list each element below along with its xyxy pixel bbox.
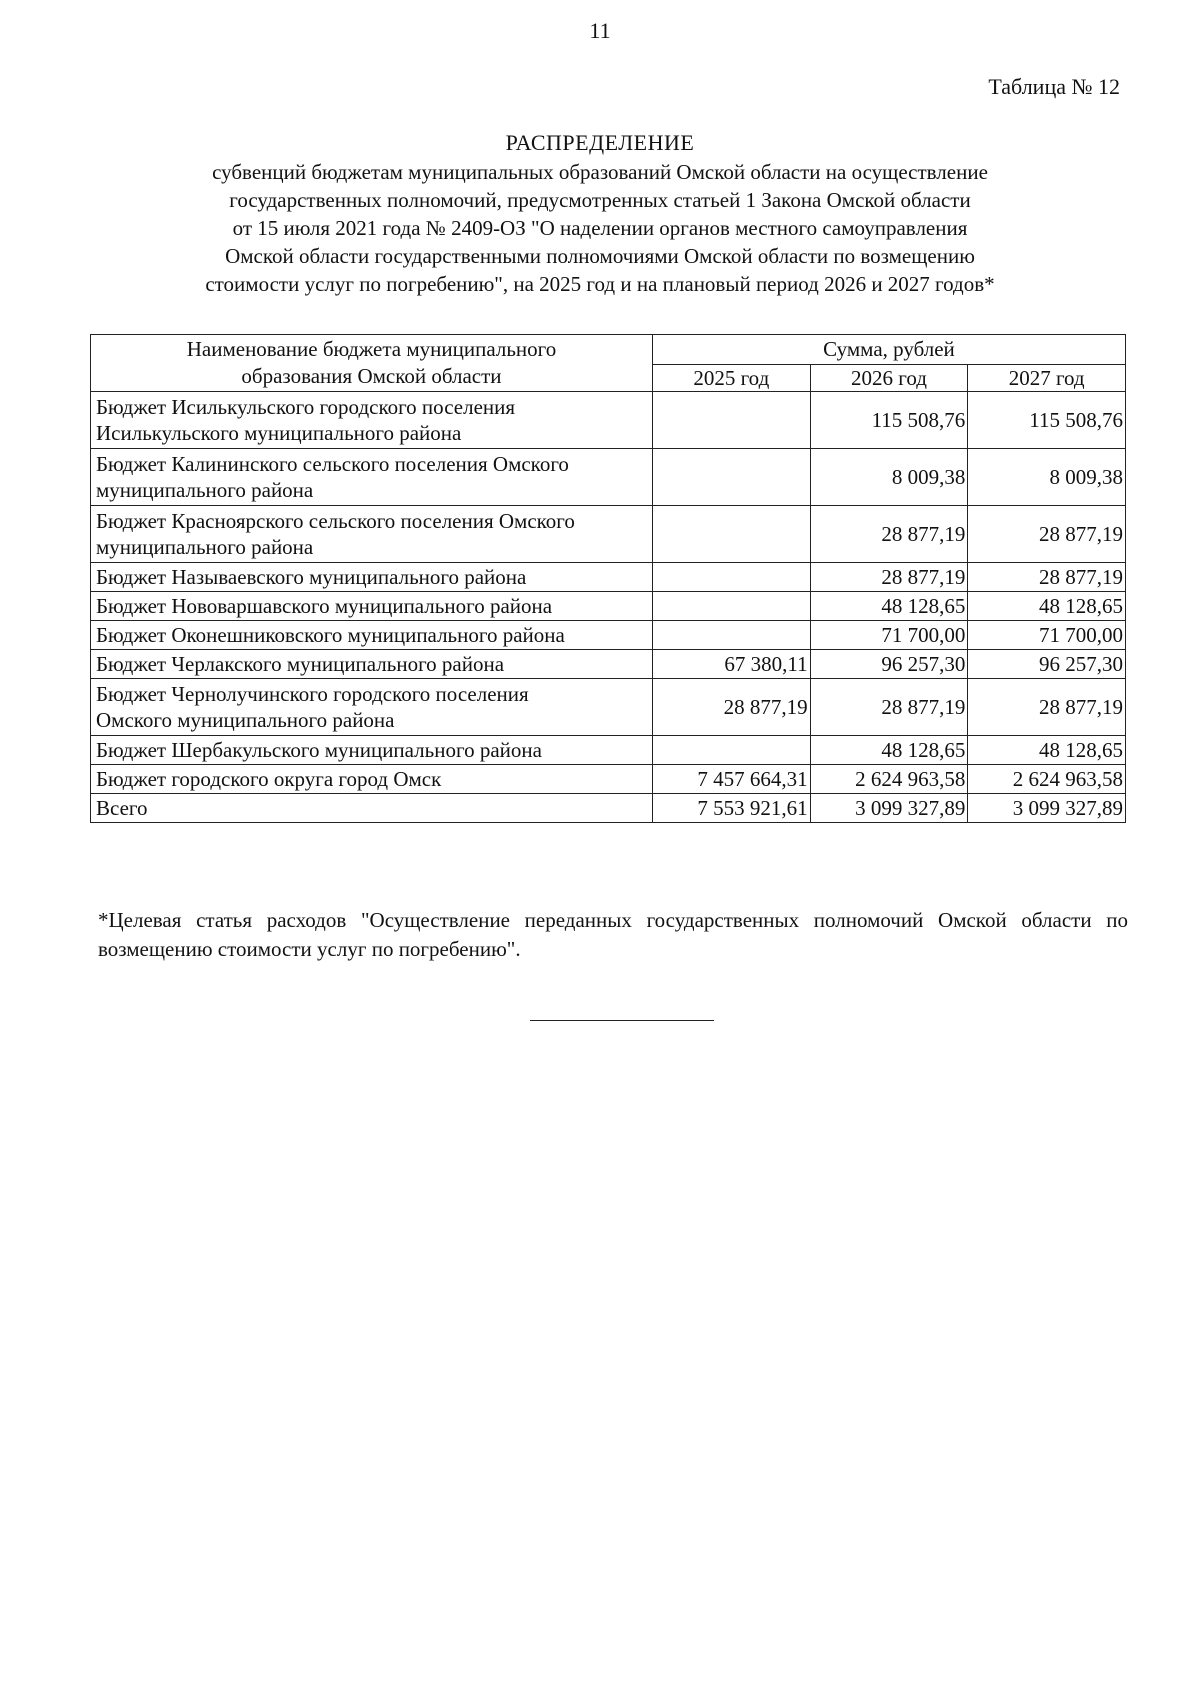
amount-cell-2026: 48 128,65	[810, 592, 968, 621]
budget-name-line: Бюджет Исилькульского городского поселения	[96, 395, 516, 419]
table-row	[91, 679, 1126, 736]
table-row	[91, 506, 1126, 563]
amount-cell-2027: 28 877,19	[968, 679, 1126, 736]
table-row	[91, 563, 1126, 592]
amount-cell-2025	[652, 392, 810, 449]
amount-cell-2026: 71 700,00	[810, 621, 968, 650]
amount-cell-2027: 2 624 963,58	[968, 765, 1126, 794]
subtitle-line: государственных полномочий, предусмотренных статьей 1 Закона Омской области	[229, 188, 971, 212]
amount-cell-2026: 8 009,38	[810, 449, 968, 506]
page-number: 11	[589, 18, 611, 43]
amount-cell-2027: 48 128,65	[968, 736, 1126, 765]
budget-name-cell	[91, 736, 653, 765]
document-heading	[0, 128, 1200, 298]
amount-cell-2025: 7 457 664,31	[652, 765, 810, 794]
amount-cell-2025: 7 553 921,61	[652, 794, 810, 823]
column-header-year-2025: 2025 год	[652, 364, 810, 391]
budget-name-line: Всего	[96, 796, 148, 820]
budget-name-line: Бюджет Красноярского сельского поселения Омского	[96, 509, 575, 533]
column-header-name-line: Наименование бюджета муниципального	[186, 337, 557, 361]
budget-name-line: Бюджет Шербакульского муниципального района	[96, 738, 542, 762]
amount-cell-2027: 8 009,38	[968, 449, 1126, 506]
table-row	[91, 736, 1126, 765]
budget-name-line: Исилькульского муниципального района	[96, 421, 462, 445]
amount-cell-2025	[652, 736, 810, 765]
column-header-name	[91, 335, 653, 392]
amount-cell-2026: 28 877,19	[810, 563, 968, 592]
budget-name-cell	[91, 765, 653, 794]
amount-cell-2027: 48 128,65	[968, 592, 1126, 621]
amount-cell-2025: 67 380,11	[652, 650, 810, 679]
subtitle-line: субвенций бюджетам муниципальных образований Омской области на осуществление	[212, 160, 988, 184]
end-divider	[530, 1020, 714, 1021]
amount-cell-2026: 3 099 327,89	[810, 794, 968, 823]
budget-name-cell	[91, 506, 653, 563]
budget-name-line: Бюджет Черлакского муниципального района	[96, 652, 505, 676]
budget-name-line: Бюджет Калининского сельского поселения Омского	[96, 452, 569, 476]
budget-table	[90, 334, 1126, 823]
table-label: Таблица № 12	[988, 74, 1120, 99]
budget-name-cell	[91, 392, 653, 449]
column-header-year-2026: 2026 год	[810, 364, 968, 391]
amount-cell-2026: 28 877,19	[810, 506, 968, 563]
amount-cell-2027: 28 877,19	[968, 563, 1126, 592]
amount-cell-2026: 48 128,65	[810, 736, 968, 765]
column-header-name-line: образования Омской области	[241, 364, 502, 388]
table-row	[91, 621, 1126, 650]
document-title: РАСПРЕДЕЛЕНИЕ	[505, 130, 695, 155]
table-row-total	[91, 794, 1126, 823]
budget-name-line: муниципального района	[96, 478, 314, 502]
budget-name-line: Омского муниципального района	[96, 708, 395, 732]
subtitle-line: стоимости услуг по погребению", на 2025 год и на плановый период 2026 и 2027 годов*	[205, 272, 995, 296]
budget-name-line: Бюджет городского округа город Омск	[96, 767, 442, 791]
amount-cell-2027: 71 700,00	[968, 621, 1126, 650]
amount-cell-2025: 28 877,19	[652, 679, 810, 736]
column-header-year-2027: 2027 год	[968, 364, 1126, 391]
amount-cell-2025	[652, 449, 810, 506]
amount-cell-2026: 28 877,19	[810, 679, 968, 736]
amount-cell-2025	[652, 563, 810, 592]
table-row	[91, 650, 1126, 679]
budget-name-line: Бюджет Называевского муниципального района	[96, 565, 527, 589]
table-row	[91, 449, 1126, 506]
amount-cell-2025	[652, 592, 810, 621]
amount-cell-2026: 2 624 963,58	[810, 765, 968, 794]
table-row	[91, 392, 1126, 449]
budget-name-cell	[91, 679, 653, 736]
budget-name-cell	[91, 563, 653, 592]
amount-cell-2027: 3 099 327,89	[968, 794, 1126, 823]
budget-name-cell	[91, 794, 653, 823]
subtitle-line: от 15 июля 2021 года № 2409-ОЗ "О наделении органов местного самоуправления	[232, 216, 968, 240]
budget-name-cell	[91, 621, 653, 650]
amount-cell-2027: 115 508,76	[968, 392, 1126, 449]
amount-cell-2025	[652, 621, 810, 650]
amount-cell-2027: 96 257,30	[968, 650, 1126, 679]
budget-name-line: муниципального района	[96, 535, 314, 559]
budget-name-line: Бюджет Оконешниковского муниципального района	[96, 623, 565, 647]
budget-name-cell	[91, 449, 653, 506]
budget-name-cell	[91, 592, 653, 621]
budget-name-cell	[91, 650, 653, 679]
budget-name-line: Бюджет Чернолучинского городского поселения	[96, 682, 529, 706]
subtitle-line: Омской области государственными полномочиями Омской области по возмещению	[225, 244, 975, 268]
document-subtitle	[150, 158, 1050, 298]
amount-cell-2027: 28 877,19	[968, 506, 1126, 563]
footnote: *Целевая статья расходов "Осуществление переданных государственных полномочий Омской области по возмещению стоимости услуг по погребению".	[98, 908, 1128, 961]
column-header-sum: Сумма, рублей	[652, 335, 1125, 365]
budget-name-line: Бюджет Нововаршавского муниципального района	[96, 594, 553, 618]
table-row	[91, 765, 1126, 794]
amount-cell-2026: 96 257,30	[810, 650, 968, 679]
amount-cell-2025	[652, 506, 810, 563]
budget-table-body	[91, 392, 1126, 823]
amount-cell-2026: 115 508,76	[810, 392, 968, 449]
table-row	[91, 592, 1126, 621]
